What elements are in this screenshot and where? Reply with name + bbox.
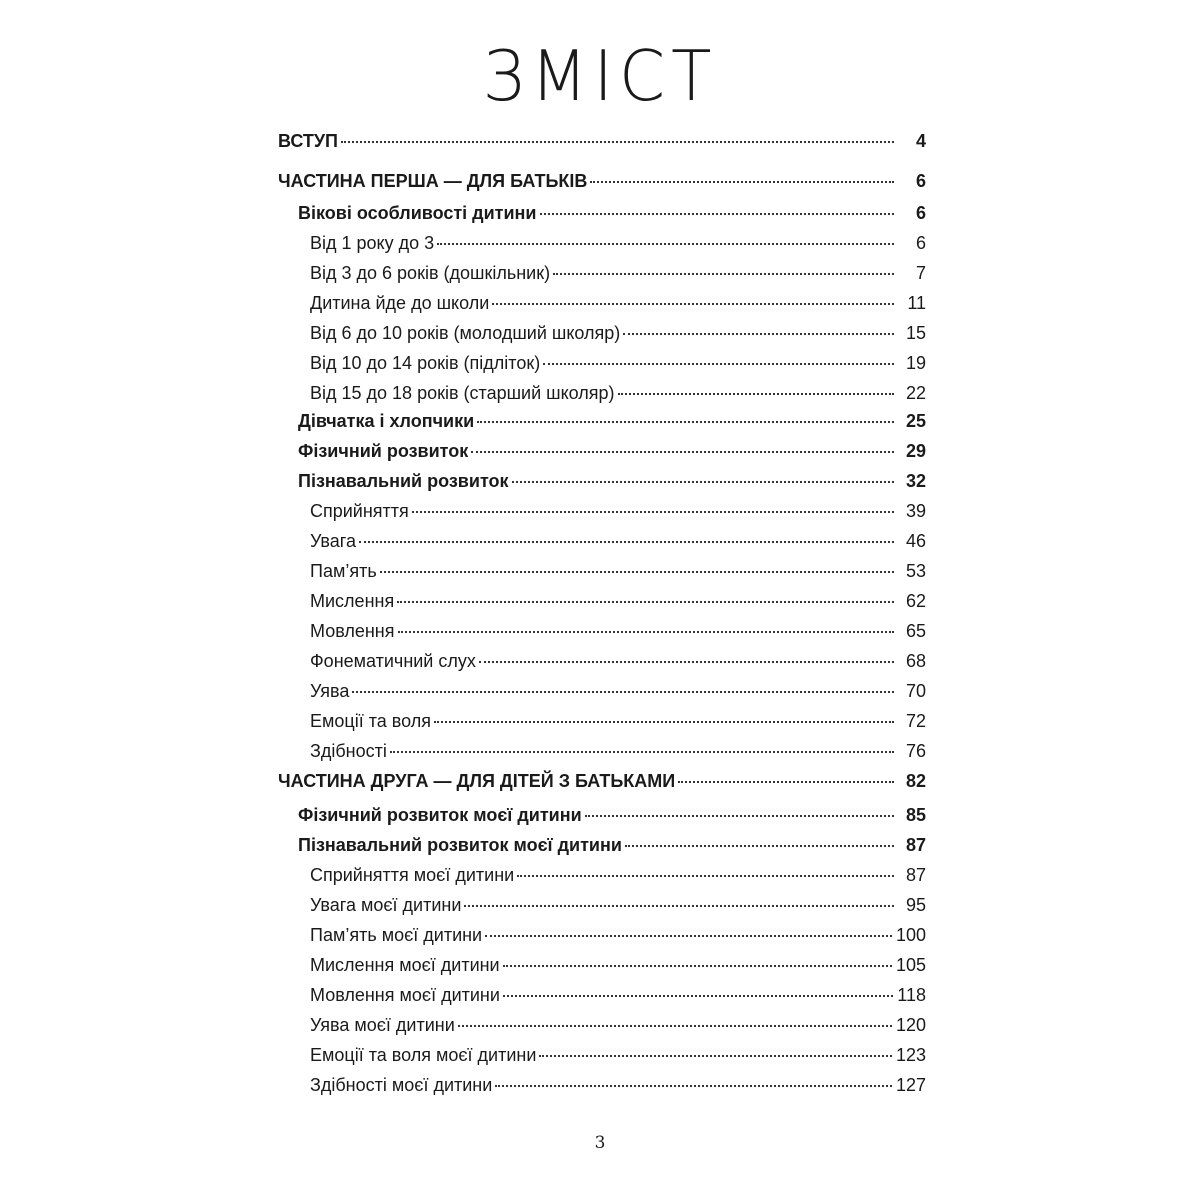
toc-entry-page: 29 bbox=[905, 441, 926, 461]
toc-entry-page: 4 bbox=[915, 131, 926, 151]
toc-entry-title: Мислення bbox=[310, 591, 395, 611]
toc-entry-title: Пізнавальний розвиток bbox=[298, 471, 509, 491]
toc-entry bbox=[310, 258, 926, 288]
toc-entry bbox=[278, 126, 926, 156]
toc-entry-title: Увага моєї дитини bbox=[310, 895, 462, 915]
toc-entry bbox=[310, 860, 926, 890]
toc-entry bbox=[310, 676, 926, 706]
toc-entry-title: Пам’ять моєї дитини bbox=[310, 925, 483, 945]
toc-entry-title: Пізнавальний розвиток моєї дитини bbox=[298, 835, 622, 855]
toc-entry-page: 85 bbox=[905, 805, 926, 825]
toc-entry bbox=[310, 288, 926, 318]
toc-entry-title: Вікові особливості дитини bbox=[298, 203, 537, 223]
dot-leader bbox=[512, 481, 894, 483]
toc-entry bbox=[310, 706, 926, 736]
toc-entry-title: Здібності bbox=[310, 741, 387, 761]
toc-entry bbox=[310, 348, 926, 378]
toc-entry bbox=[310, 950, 926, 980]
dot-leader bbox=[352, 691, 894, 693]
toc-entry-page: 87 bbox=[905, 835, 926, 855]
toc-entry-title: Фізичний розвиток bbox=[298, 441, 469, 461]
toc-entry-title: Фізичний розвиток моєї дитини bbox=[298, 805, 582, 825]
toc-entry-page: 76 bbox=[905, 741, 926, 761]
toc-entry-title: Сприйняття моєї дитини bbox=[310, 865, 515, 885]
dot-leader bbox=[503, 995, 893, 997]
dot-leader bbox=[434, 721, 894, 723]
toc-entry-page: 127 bbox=[895, 1075, 926, 1095]
toc-entry-page: 95 bbox=[905, 895, 926, 915]
toc-entry-title: Від 6 до 10 років (молодший школяр) bbox=[310, 323, 621, 343]
toc-entry bbox=[310, 1070, 926, 1100]
dot-leader bbox=[479, 661, 894, 663]
toc-entry-title: Емоції та воля моєї дитини bbox=[310, 1045, 537, 1065]
toc-entry bbox=[310, 920, 926, 950]
toc-entry-page: 6 bbox=[915, 171, 926, 191]
toc-entry-page: 120 bbox=[895, 1015, 926, 1035]
toc-entry bbox=[310, 616, 926, 646]
toc-entry-title: Пам’ять bbox=[310, 561, 377, 581]
dot-leader bbox=[390, 751, 894, 753]
toc-entry bbox=[310, 980, 926, 1010]
dot-leader bbox=[397, 601, 894, 603]
toc-entry-title: Уява моєї дитини bbox=[310, 1015, 455, 1035]
page-title: ЗМІСТ bbox=[482, 36, 718, 117]
toc-entry bbox=[310, 736, 926, 766]
toc-entry-page: 62 bbox=[905, 591, 926, 611]
dot-leader bbox=[539, 1055, 892, 1057]
dot-leader bbox=[477, 421, 894, 423]
toc-entry bbox=[298, 466, 926, 496]
toc-entry-page: 6 bbox=[915, 203, 926, 223]
toc-entry bbox=[310, 526, 926, 556]
toc-entry-page: 118 bbox=[897, 985, 926, 1005]
toc-entry-page: 87 bbox=[905, 865, 926, 885]
toc-entry-page: 123 bbox=[895, 1045, 926, 1065]
dot-leader bbox=[623, 333, 894, 335]
toc-entry bbox=[298, 198, 926, 228]
toc-entry-title: ЧАСТИНА ПЕРША — ДЛЯ БАТЬКІВ bbox=[278, 171, 588, 191]
toc-entry bbox=[278, 766, 926, 796]
toc-entry-title: Від 10 до 14 років (підліток) bbox=[310, 353, 541, 373]
dot-leader bbox=[585, 815, 894, 817]
toc-entry-title: Фонематичний слух bbox=[310, 651, 476, 671]
dot-leader bbox=[359, 541, 894, 543]
toc-entry-title: Від 3 до 6 років (дошкільник) bbox=[310, 263, 551, 283]
toc-entry-page: 68 bbox=[905, 651, 926, 671]
toc-entry-title: Дитина йде до школи bbox=[310, 293, 490, 313]
toc-entry bbox=[310, 586, 926, 616]
dot-leader bbox=[503, 965, 892, 967]
toc-entry-page: 105 bbox=[895, 955, 926, 975]
toc-entry bbox=[298, 436, 926, 466]
dot-leader bbox=[471, 451, 894, 453]
dot-leader bbox=[618, 393, 894, 395]
toc-entry-page: 72 bbox=[905, 711, 926, 731]
toc-entry-title: Від 1 року до 3 bbox=[310, 233, 435, 253]
dot-leader bbox=[341, 141, 894, 143]
dot-leader bbox=[437, 243, 894, 245]
toc-entry bbox=[310, 228, 926, 258]
toc-entry-page: 15 bbox=[905, 323, 926, 343]
toc-entry-page: 39 bbox=[905, 501, 926, 521]
toc-entry-title: Від 15 до 18 років (старший школяр) bbox=[310, 383, 615, 403]
toc-entry-page: 53 bbox=[905, 561, 926, 581]
dot-leader bbox=[412, 511, 894, 513]
toc-entry bbox=[310, 496, 926, 526]
toc-entry-title: Дівчатка і хлопчики bbox=[298, 411, 475, 431]
toc-entry-title: Емоції та воля bbox=[310, 711, 431, 731]
dot-leader bbox=[590, 181, 894, 183]
toc-entry-page: 65 bbox=[905, 621, 926, 641]
page-number: 3 bbox=[594, 1133, 606, 1153]
toc-entry bbox=[298, 830, 926, 860]
toc-entry-page: 7 bbox=[915, 263, 926, 283]
dot-leader bbox=[492, 303, 894, 305]
toc-entry-title: Уява bbox=[310, 681, 350, 701]
toc-entry bbox=[310, 1010, 926, 1040]
toc-entry bbox=[310, 1040, 926, 1070]
dot-leader bbox=[553, 273, 894, 275]
toc-entry-title: Мовлення моєї дитини bbox=[310, 985, 500, 1005]
toc-entry-title: Здібності моєї дитини bbox=[310, 1075, 493, 1095]
toc-entry bbox=[310, 378, 926, 408]
toc-entry-title: ЧАСТИНА ДРУГА — ДЛЯ ДІТЕЙ З БАТЬКАМИ bbox=[278, 771, 676, 791]
toc-entry bbox=[298, 800, 926, 830]
toc-entry-title: ВСТУП bbox=[278, 131, 338, 151]
dot-leader bbox=[485, 935, 892, 937]
dot-leader bbox=[540, 213, 895, 215]
toc-entry bbox=[310, 556, 926, 586]
toc-entry-title: Сприйняття bbox=[310, 501, 409, 521]
toc-entry bbox=[278, 166, 926, 196]
dot-leader bbox=[517, 875, 894, 877]
toc-entry-page: 46 bbox=[905, 531, 926, 551]
toc-entry-page: 32 bbox=[905, 471, 926, 491]
dot-leader bbox=[543, 363, 894, 365]
toc-entry-page: 82 bbox=[905, 771, 926, 791]
dot-leader bbox=[678, 781, 894, 783]
toc-entry-page: 100 bbox=[895, 925, 926, 945]
dot-leader bbox=[458, 1025, 892, 1027]
toc-entry-page: 25 bbox=[905, 411, 926, 431]
toc-entry-page: 70 bbox=[905, 681, 926, 701]
dot-leader bbox=[464, 905, 894, 907]
dot-leader bbox=[495, 1085, 892, 1087]
dot-leader bbox=[625, 845, 894, 847]
toc-entry bbox=[310, 646, 926, 676]
toc-entry-page: 11 bbox=[907, 293, 926, 313]
toc-entry-page: 22 bbox=[905, 383, 926, 403]
dot-leader bbox=[380, 571, 894, 573]
toc-entry-title: Мовлення bbox=[310, 621, 395, 641]
toc-entry-title: Мислення моєї дитини bbox=[310, 955, 500, 975]
toc-entry-title: Увага bbox=[310, 531, 356, 551]
toc-entry bbox=[298, 406, 926, 436]
dot-leader bbox=[398, 631, 895, 633]
toc-entry bbox=[310, 318, 926, 348]
toc-entry-page: 19 bbox=[905, 353, 926, 373]
toc-entry bbox=[310, 890, 926, 920]
toc-entry-page: 6 bbox=[915, 233, 926, 253]
